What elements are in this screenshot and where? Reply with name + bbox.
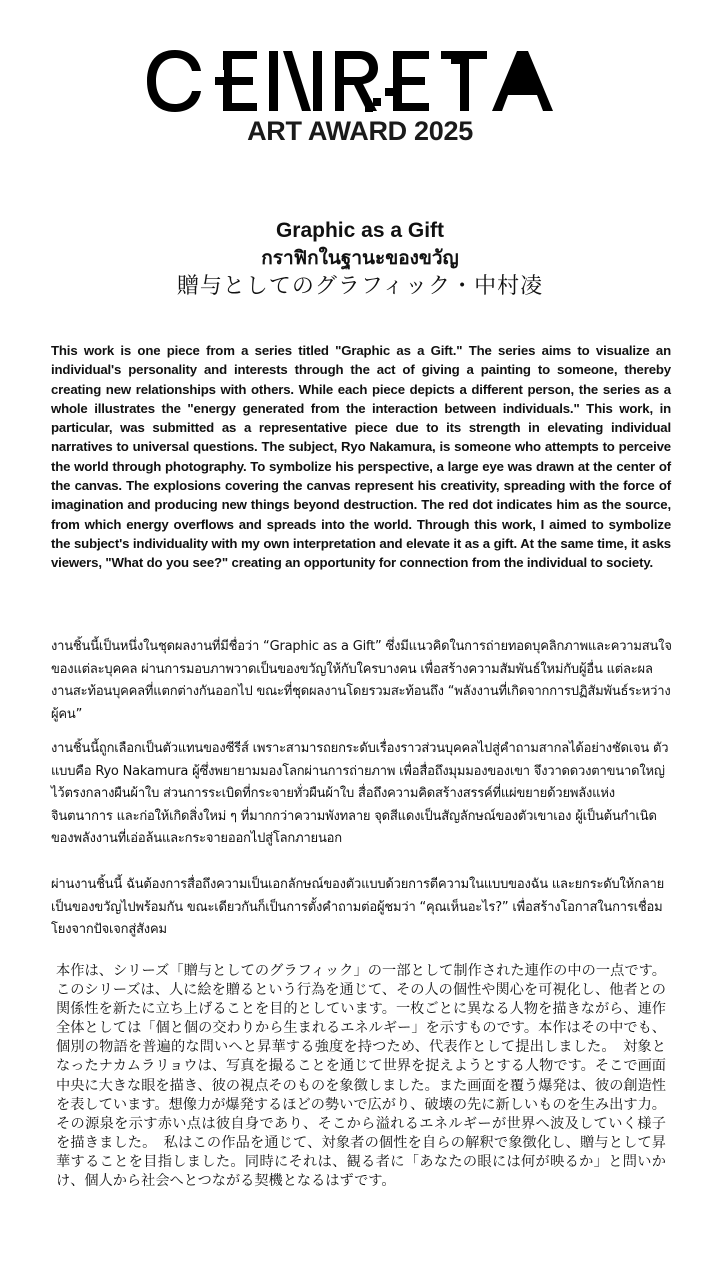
title-japanese: 贈与としてのグラフィック・中村凌 [176, 274, 544, 299]
title-english: Graphic as a Gift [275, 219, 445, 242]
description-japanese: 本作は、シリーズ「贈与としてのグラフィック」の一部として制作された連作の中の一点です。このシリーズは、人に絵を贈るという行為を通じて、その人の個性や関心を可視化し、他者との関係性を新たに立ち上げることを目的としています。一枚ごとに異なる人物を描きながら、連作全体としては「個と個の交わりから生まれるエネルギー」を示すものです。本作はその中でも、個別の物語を普遍的な問いへと昇華する強度を持つため、代表作として提出しました。 対象となったナカムラリョウは、写真を撮ることを通じて世界を捉えようとする人物です。そこで画面中央に大きな眼を描き、彼の視点そのものを象徴しました。また画面を覆う爆発は、彼の創造性を表しています。想像力が爆発するほどの勢いで広がり、破壊の先に新しいものを生み出す力。その源泉を示す赤い点は彼自身であり、そこから溢れるエネルギーが世界へ波及していく様子を描きました。 私はこの作品を通じて、対象者の個性を自らの解釈で象徴化し、贈与として昇華することを目指しました。同時にそれは、観る者に「あなたの眼には何が映るか」と問いかけ、個人から社会へとつながる契機となるはずです。 [56, 963, 666, 1190]
description-thai-paragraph-1: งานชิ้นนี้เป็นหนึ่งในชุดผลงานที่มีชื่อว่า “Graphic as a Gift” ซึ่งมีแนวคิดในการถ่ายทอดบุคลิกภาพและความสนใจของแต่ละบุคคล ผ่านการมอบภาพวาดเป็นของขวัญให้กับใครบางคน เพื่อสร้างความสัมพันธ์ใหม่กับผู้อื่น แต่ละผลงานสะท้อนบุคคลที่แตกต่างกันออกไป ขณะที่ชุดผลงานโดยรวมสะท้อนถึง “พลังงานที่เกิดจากการปฏิสัมพันธ์ระหว่างผู้คน” [51, 639, 672, 722]
award-subtitle: ART AWARD 2025 [247, 116, 473, 146]
logo-wordmark [145, 48, 575, 114]
title-thai: กราฟิกในฐานะของขวัญ [261, 247, 459, 269]
description-thai-paragraph-2: งานชิ้นนี้ถูกเลือกเป็นตัวแทนของซีรีส์ เพราะสามารถยกระดับเรื่องราวส่วนบุคคลไปสู่คำถามสากลได้อย่างชัดเจน ตัวแบบคือ Ryo Nakamura ผู้ซึ่งพยายามมองโลกผ่านการถ่ายภาพ เพื่อสื่อถึงมุมมองของเขา จึงวาดดวงตาขนาดใหญ่ไว้ตรงกลางผืนผ้าใบ ส่วนการระเบิดที่กระจายทั่วผืนผ้าใบ สื่อถึงความคิดสร้างสรรค์ที่แผ่ขยายด้วยพลังแห่งจินตนาการ และก่อให้เกิดสิ่งใหม่ ๆ ที่มากกว่าความพังทลาย จุดสีแดงเป็นสัญลักษณ์ของตัวเขาเอง ผู้เป็นต้นกำเนิดของพลังงานที่เอ่อล้นและกระจายออกไปสู่โลกภายนอก [51, 741, 669, 846]
description-english: This work is one piece from a series titled "Graphic as a Gift." The series aims to visualize an individual's personality and interests through the act of giving a painting to someone, thereby creating new relationships with others. While each piece depicts a different person, the series as a whole illustrates the "energy generated from the interaction between individuals." This work, in particular, was submitted as a representative piece due to its strength in elevating individual narratives to universal questions. The subject, Ryo Nakamura, is someone who attempts to perceive the world through photography. To symbolize his perspective, a large eye was drawn at the center of the canvas. The explosions covering the canvas represent his creativity, spreading with the force of imagination and producing new things beyond destruction. The red dot indicates him as the source, from which energy overflows and spreads into the world. Through this work, I aimed to symbolize the subject's individuality with my own interpretation and elevate it as a gift. At the same time, it asks viewers, "What do you see?" creating an opportunity for connection from the individual to society. [51, 343, 671, 571]
description-thai-paragraph-3: ผ่านงานชิ้นนี้ ฉันต้องการสื่อถึงความเป็นเอกลักษณ์ของตัวแบบด้วยการตีความในแบบของฉัน และยกระดับให้กลายเป็นของขวัญไปพร้อมกัน ขณะเดียวกันก็เป็นการตั้งคำถามต่อผู้ชมว่า “คุณเห็นอะไร?” เพื่อสร้างโอกาสในการเชื่อมโยงจากปัจเจกสู่สังคม [51, 877, 665, 937]
work-titles [0, 218, 720, 302]
